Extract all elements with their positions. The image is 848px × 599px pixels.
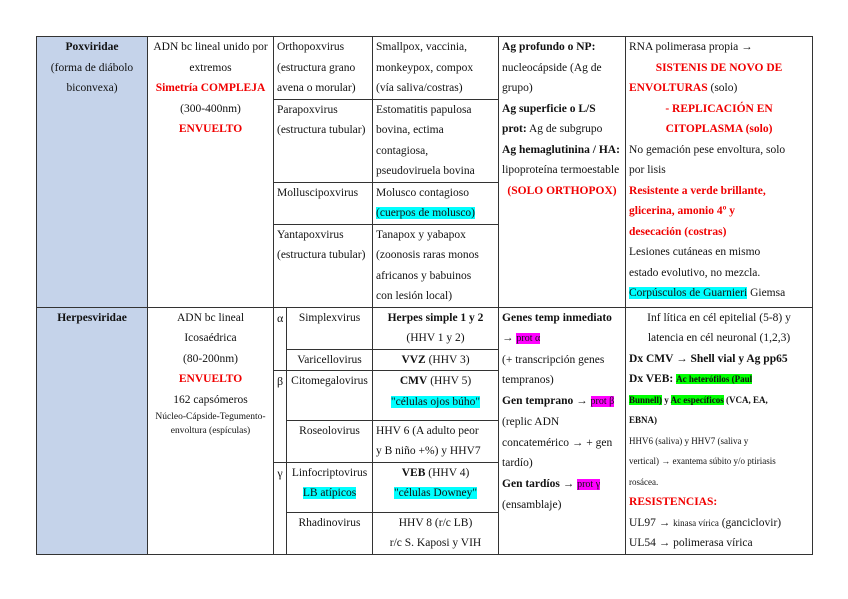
arrow: → — [502, 332, 517, 344]
species-text — [376, 350, 495, 371]
species-cell — [373, 420, 499, 462]
genome-text: ADN bc lineal — [176, 311, 245, 324]
antigens-cell — [499, 37, 626, 308]
clin-plain: UL97 → — [629, 516, 674, 529]
rep-text: desecación (costras) — [629, 225, 727, 238]
genus-name: Varicellovirus — [297, 353, 362, 366]
size-text: (80-200nm) — [183, 352, 238, 365]
genus-name: Citomegalovirus — [291, 375, 368, 387]
genes-text: (replic ADN — [502, 416, 560, 428]
genome-text: extremos — [189, 61, 232, 74]
features-cell-herpesviridae — [148, 307, 274, 554]
subfamily-gamma — [274, 462, 287, 554]
highlight-text: Bunnell) — [629, 394, 663, 405]
genus-name: Linfocriptovirus — [291, 466, 368, 479]
genus-cell — [287, 307, 373, 349]
rep-bold: CITOPLASMA — [665, 123, 743, 135]
clin-text: vertical) → exantema súbito y/o ptiriasis — [629, 456, 776, 466]
species-text — [376, 392, 495, 413]
features-cell-poxviridae — [148, 37, 274, 308]
antigen-text: (SOLO ORTHOPOX) — [507, 184, 617, 197]
rep-text: No gemación pese envoltura, solo — [629, 143, 786, 156]
species-text: monkeypox, compox — [376, 61, 474, 74]
genome-text: ADN bc lineal unido por — [153, 41, 268, 53]
genes-cell — [499, 307, 626, 554]
highlight-text: prot β — [590, 395, 615, 407]
clin-text: UL54 → polimerasa vírica — [629, 537, 753, 549]
genes-text — [502, 391, 622, 413]
genes-bold: Genes temp inmediato — [502, 311, 612, 324]
genus-note: (estructura grano — [277, 61, 356, 74]
highlight-text: Corpúsculos de Guarnieri — [629, 287, 748, 299]
species-cell — [373, 182, 499, 224]
species-text — [376, 203, 495, 224]
genus-name: Simplexvirus — [298, 311, 361, 324]
species-text: africanos y babuinos — [376, 269, 472, 282]
symmetry-text: Icosaédrica — [184, 332, 237, 344]
highlight-text: Ac específicos — [670, 394, 724, 405]
highlight-text: prot α — [516, 333, 541, 344]
family-note: biconvexa) — [66, 82, 118, 94]
rep-text: estado evolutivo, no mezcla. — [629, 266, 761, 279]
species-text: bovina, ectima — [376, 124, 444, 136]
genus-note: avena o morular) — [277, 82, 356, 94]
highlight-text: (cuerpos de molusco) — [376, 207, 476, 219]
rep-text: Resistente a verde brillante, — [629, 184, 766, 197]
genes-text: tardío) — [502, 457, 533, 469]
species-text: pseudoviruela bovina — [376, 165, 475, 177]
species-text: (zoonosis raras monos — [376, 249, 479, 261]
rep-text — [629, 283, 809, 304]
rep-text: glicerina, amonio 4º y — [629, 205, 736, 217]
highlight-text: Ac heterófilos (Paul — [676, 374, 753, 384]
clin-text — [629, 369, 809, 390]
rep-plain: Giemsa — [747, 287, 786, 299]
genes-text: (ensamblaje) — [502, 499, 562, 511]
species-cell — [373, 224, 499, 307]
genus-name: Roseolovirus — [299, 424, 360, 437]
species-text: Estomatitis papulosa — [376, 103, 472, 116]
herpesviridae-row — [37, 307, 813, 349]
envelope-text: ENVUELTO — [178, 123, 243, 135]
rep-plain: (solo) — [707, 82, 738, 94]
clin-plain: (ganciclovir) — [718, 516, 782, 529]
arrow: → — [573, 394, 591, 407]
genus-name: Yantapoxvirus — [277, 228, 344, 241]
rep-plain: (solo) — [742, 123, 773, 135]
rep-text — [629, 119, 809, 140]
species-text — [376, 463, 495, 484]
rep-text: SISTENIS DE NOVO DE — [655, 61, 783, 74]
species-text: Smallpox, vaccinia, — [376, 41, 468, 53]
clin-text: RESISTENCIAS: — [629, 496, 718, 508]
species-cell — [373, 307, 499, 349]
species-text: (vía saliva/costras) — [376, 82, 463, 94]
rep-text: por lisis — [629, 164, 666, 176]
genus-name: Molluscipoxvirus — [277, 186, 359, 199]
family-note: (forma de diábolo — [50, 61, 134, 74]
clin-text: HHV6 (saliva) y HHV7 (saliva y — [629, 435, 749, 446]
genes-text — [502, 474, 622, 496]
rep-text: RNA polimerasa propia → — [629, 41, 753, 53]
subfamily-beta — [274, 371, 287, 463]
species-text — [376, 371, 495, 392]
rep-text: - REPLICACIÓN EN — [665, 102, 773, 115]
antigen-text: Ag superficie o L/S — [502, 102, 596, 115]
genes-text — [502, 308, 622, 350]
clin-plain: (VCA, EA, — [723, 394, 768, 405]
species-text: con lesión local) — [376, 290, 453, 302]
rep-bold: ENVOLTURAS — [629, 82, 708, 94]
antigen-text — [502, 119, 622, 140]
genus-cell — [287, 512, 373, 554]
structure-text: envoltura (espículas) — [170, 426, 251, 436]
highlight-text: "células ojos búho" — [390, 395, 481, 408]
antigen-text: Ag hemaglutinina / HA: — [502, 143, 620, 156]
subfamily-alpha — [274, 307, 287, 371]
species-plain: (HHV 5) — [427, 375, 472, 387]
species-text: HHV 6 (A adulto peor — [376, 424, 479, 437]
species-text — [376, 483, 495, 504]
genes-text: tempranos) — [502, 374, 554, 386]
genus-cell — [274, 224, 373, 307]
genus-note: (estructura tubular) — [277, 124, 366, 136]
capsomer-text: 162 capsómeros — [173, 393, 248, 406]
antigen-text: grupo) — [502, 82, 533, 94]
clin-text: EBNA) — [629, 415, 658, 425]
clin-text: Inf lítica en cél epitelial (5-8) y — [647, 311, 791, 324]
genus-cell — [287, 349, 373, 371]
replication-cell — [626, 37, 813, 308]
poxviridae-row — [37, 37, 813, 100]
family-name: Herpesviridae — [57, 311, 127, 324]
clin-text — [629, 513, 809, 534]
antigen-text: nucleocápside (Ag de — [502, 61, 602, 74]
species-cell — [373, 371, 499, 421]
beta-symbol: β — [277, 374, 284, 388]
species-text: y B niño +%) y HHV7 — [376, 445, 481, 458]
genus-cell — [274, 99, 373, 182]
genus-name: Orthopoxvirus — [277, 41, 345, 53]
virus-table — [36, 36, 813, 555]
arrow: → — [559, 477, 578, 490]
species-cell — [373, 37, 499, 100]
species-text: Tanapox y yabapox — [376, 228, 466, 241]
alpha-symbol: α — [277, 310, 284, 325]
species-text: Molusco contagioso — [376, 186, 469, 199]
highlight-text: prot γ — [577, 478, 601, 490]
clin-text — [629, 390, 809, 411]
genus-note: (estructura tubular) — [277, 249, 366, 261]
rep-text — [629, 78, 809, 99]
genus-note — [290, 483, 369, 504]
gamma-symbol: γ — [277, 465, 283, 480]
clin-text: Dx CMV → Shell vial y Ag pp65 — [629, 352, 788, 365]
species-text: contagiosa, — [376, 144, 429, 157]
clinical-cell — [626, 307, 813, 554]
species-cell — [373, 512, 499, 554]
species-text: Herpes simple 1 y 2 — [387, 311, 484, 324]
structure-text: Núcleo-Cápside-Tegumento- — [155, 412, 266, 422]
clin-text: latencia en cél neuronal (1,2,3) — [647, 332, 791, 344]
species-plain: (HHV 3) — [425, 353, 470, 366]
genus-cell — [274, 182, 373, 224]
genus-cell — [287, 420, 373, 462]
clin-plain: y — [662, 394, 671, 405]
family-cell-poxviridae — [37, 37, 148, 308]
rep-text: Lesiones cutáneas en mismo — [629, 246, 761, 258]
species-cell — [373, 462, 499, 512]
genus-name: Rhadinovirus — [298, 516, 361, 529]
genes-text: concateméricо → + gen — [502, 436, 613, 449]
antigen-text: lipoproteína termoestable — [502, 164, 620, 176]
envelope-text: ENVUELTO — [178, 373, 243, 385]
clin-text: rosácea. — [629, 476, 659, 487]
size-text: (300-400nm) — [180, 102, 241, 115]
genus-cell — [287, 462, 373, 512]
species-text: HHV 8 (r/c LB) — [398, 516, 473, 529]
species-text: r/c S. Kaposi y VIH — [389, 537, 482, 549]
family-cell-herpesviridae — [37, 307, 148, 554]
antigen-text: Ag profundo o NP: — [502, 41, 596, 53]
antigen-plain: Ag de subgrupo — [526, 123, 603, 135]
highlight-text: "células Downey" — [393, 487, 478, 500]
genus-name: Parapoxvirus — [277, 103, 338, 116]
family-name: Poxviridae — [65, 41, 119, 53]
species-plain: (HHV 4) — [425, 466, 470, 479]
species-bold: CMV — [399, 375, 428, 387]
antigen-bold: prot: — [502, 123, 527, 135]
species-bold: VEB — [401, 466, 426, 479]
clin-plain: kinasa vírica — [673, 517, 719, 528]
genus-cell — [274, 37, 373, 100]
genus-cell — [287, 371, 373, 421]
species-text: (HHV 1 y 2) — [406, 332, 465, 344]
genes-bold: Gen temprano — [502, 394, 574, 407]
symmetry-text: Simetría COMPLEJA — [155, 82, 266, 94]
genes-bold: Gen tardíos — [502, 477, 560, 490]
species-cell — [373, 349, 499, 371]
species-bold: VVZ — [401, 353, 426, 366]
genes-text: (+ transcripción genes — [502, 353, 605, 366]
clin-bold: Dx VEB: — [629, 373, 677, 385]
highlight-text: LB atípicos — [302, 487, 357, 500]
species-cell — [373, 99, 499, 182]
